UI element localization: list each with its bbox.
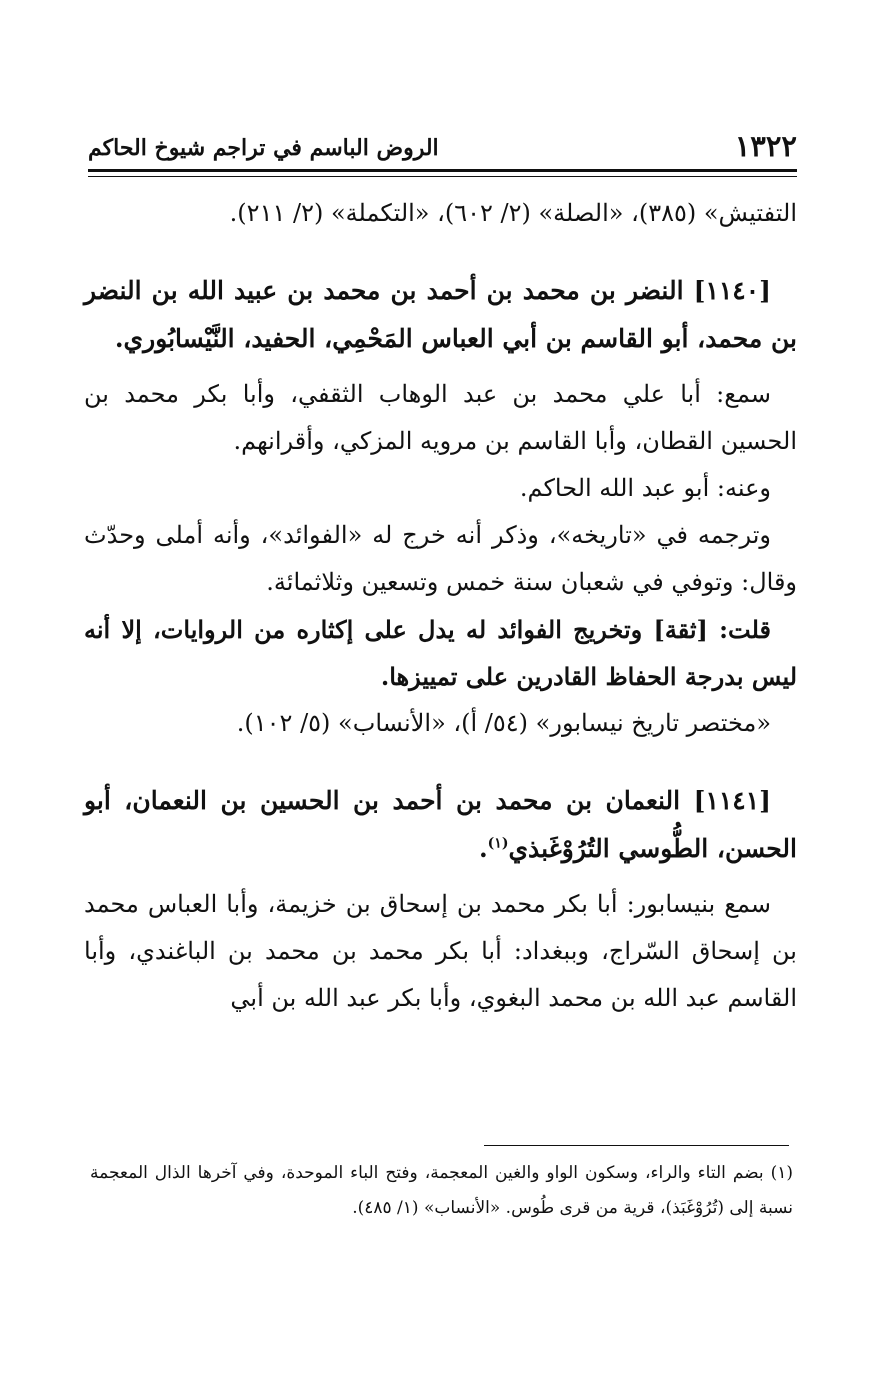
footnotes bbox=[90, 1156, 793, 1226]
entry-1141-heading bbox=[84, 777, 797, 873]
entry-1140-biography: وترجمه في «تاريخه»، وذكر أنه خرج له «الفوائد»، وأنه أملى وحدّث وقال: وتوفي في شعبان سنة خمس وتسعين وثلاثمائة. bbox=[84, 521, 797, 596]
header-rule-thick bbox=[88, 169, 797, 172]
entry-1140-heard-from: سمع: أبا علي محمد بن عبد الوهاب الثقفي، وأبا بكر محمد بن الحسين القطان، وأبا القاسم بن مرويه المزكي، وأقرانهم. bbox=[84, 380, 797, 455]
running-title: الروض الباسم في تراجم شيوخ الحاكم bbox=[88, 135, 439, 161]
entry-1141-heard-from: سمع بنيسابور: أبا بكر محمد بن إسحاق بن خزيمة، وأبا العباس محمد بن إسحاق السّراج، وببغداد: أبا بكر محمد بن محمد بن الباغندي، وأبا القاسم عبد الله بن محمد البغوي، وأبا بكر عبد الله بن أبي bbox=[84, 890, 797, 1012]
page-header bbox=[88, 128, 797, 168]
main-text bbox=[84, 190, 797, 1022]
header-rule-thin bbox=[88, 176, 797, 177]
footnote-separator bbox=[484, 1145, 789, 1146]
entry-1140-heading: [١١٤٠] النضر بن محمد بن أحمد بن محمد بن عبيد الله بن النضر بن محمد، أبو القاسم بن أبي العباس المَحْمِي، الحفيد، النَّيْسابُوري. bbox=[84, 276, 797, 353]
entry-1141-heading-text: [١١٤١] النعمان بن محمد بن أحمد بن الحسين بن النعمان، أبو الحسن، الطُّوسي التُرُوْغَبذي bbox=[84, 786, 797, 863]
footnote-reference: (١) bbox=[487, 835, 509, 852]
entry-1140-narrated-by: وعنه: أبو عبد الله الحاكم. bbox=[519, 474, 771, 502]
entry-1141-heading-end: . bbox=[478, 834, 488, 863]
continuation-paragraph: التفتيش» (٣٨٥)، «الصلة» (٢/ ٦٠٢)، «التكملة» (٢/ ٢١١). bbox=[229, 199, 797, 227]
entry-1140-assessment: قلت: [ثقة] وتخريج الفوائد له يدل على إكثاره من الروايات، إلا أنه ليس بدرجة الحفاظ القادرين على تمييزها. bbox=[84, 615, 797, 691]
page-number: ١٣٢٢ bbox=[734, 129, 797, 163]
entry-1140-references: «مختصر تاريخ نيسابور» (٥٤/ أ)، «الأنساب» (٥/ ١٠٢). bbox=[236, 709, 771, 737]
footnote-1: (١) بضم التاء والراء، وسكون الواو والغين المعجمة، وفتح الباء الموحدة، وفي آخرها الذال المعجمة نسبة إلى (تُرُوْغَبَذ)، قرية من قرى طُوس. «الأنساب» (١/ ٤٨٥). bbox=[90, 1163, 793, 1218]
